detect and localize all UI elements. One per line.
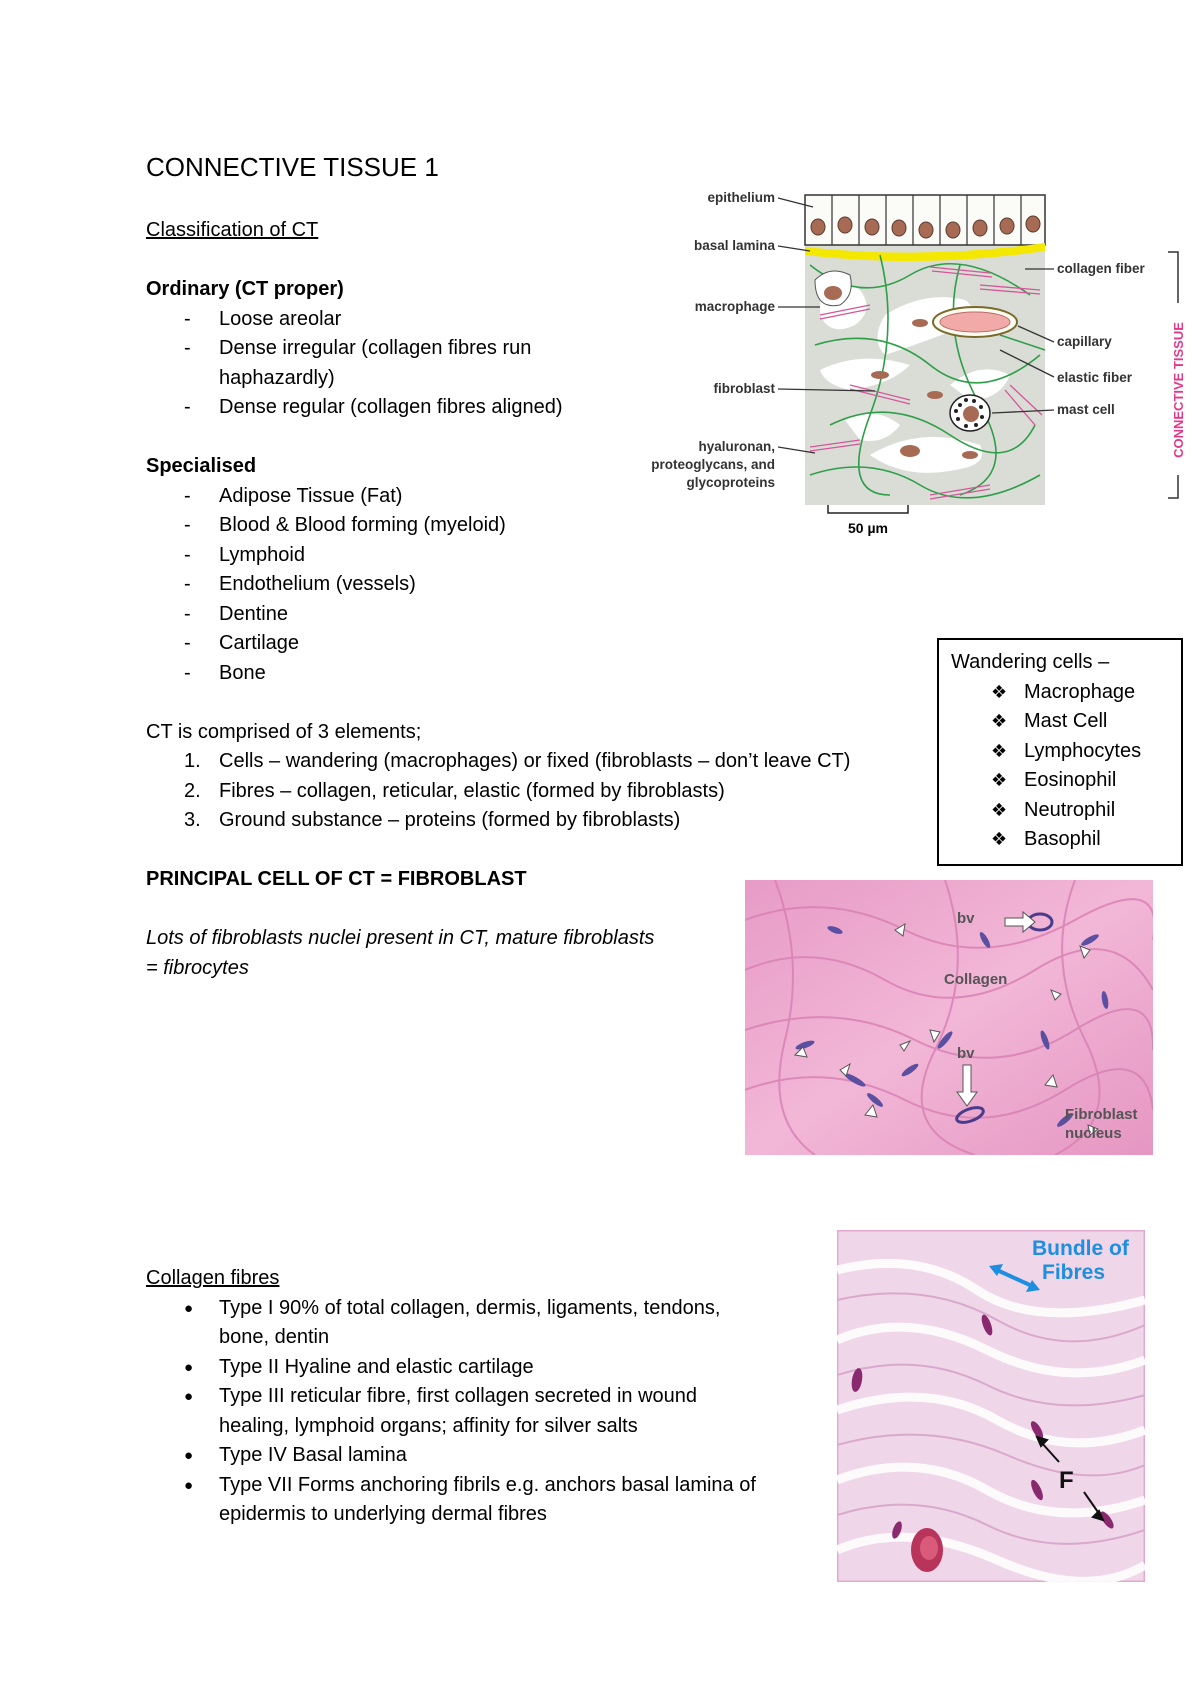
label-bv-top: bv	[957, 910, 975, 927]
macrophage-cell	[815, 271, 851, 306]
list-item: ❖ Lymphocytes	[951, 737, 1169, 767]
wandering-list	[951, 678, 1169, 855]
label-mast-cell: mast cell	[1057, 402, 1115, 417]
list-item: ● Type VII Forms anchoring fibrils e.g. anchors basal lamina of epidermis to underlying dermal fibres	[146, 1471, 756, 1530]
label-elastic-fiber: elastic fiber	[1057, 370, 1133, 385]
list-item: 2. Fibres – collagen, reticular, elastic (formed by fibroblasts)	[184, 779, 725, 802]
list-item: - Adipose Tissue (Fat)	[146, 482, 850, 512]
label-collagen-fiber: collagen fiber	[1057, 261, 1145, 276]
list-item: ❖ Basophil	[951, 825, 1169, 855]
list-item: - Lymphoid	[146, 541, 850, 571]
svg-text:50 µm: 50 µm	[848, 520, 888, 536]
label-fibroblast: fibroblast	[713, 381, 775, 396]
label-proteoglycans: proteoglycans, and	[651, 457, 775, 472]
list-item: 1. Cells – wandering (macrophages) or fixed (fibroblasts – don’t leave CT)	[184, 750, 851, 772]
principal-note-cont: = fibrocytes	[146, 956, 249, 979]
label-bv-bottom: bv	[957, 1045, 975, 1062]
svg-text:CONNECTIVE TISSUE: CONNECTIVE TISSUE	[1171, 322, 1186, 458]
capillary	[933, 307, 1017, 337]
list-item: - Loose areolar	[146, 305, 850, 335]
label-hyaluronan: hyaluronan,	[698, 439, 775, 454]
label-collagen: Collagen	[944, 971, 1008, 988]
principal-note: Lots of fibroblasts nuclei present in CT, mature fibroblasts	[146, 927, 655, 949]
mast-cell	[950, 395, 990, 431]
list-item: ❖ Macrophage	[951, 678, 1169, 708]
list-item: ❖ Neutrophil	[951, 796, 1169, 826]
scale-bar	[828, 505, 908, 536]
label-capillary: capillary	[1057, 334, 1112, 349]
list-item: - Dentine	[146, 600, 850, 630]
classification-heading: Classification of CT	[146, 219, 319, 241]
label-glycoproteins: glycoproteins	[686, 475, 775, 490]
label-f: F	[1059, 1467, 1074, 1494]
page-title: CONNECTIVE TISSUE 1	[146, 152, 439, 182]
collagen-section	[146, 1264, 756, 1530]
list-item: 3. Ground substance – proteins (formed by fibroblasts)	[184, 809, 681, 831]
list-item: - Dense regular (collagen fibres aligned)	[146, 393, 850, 423]
label-basal-lamina: basal lamina	[693, 238, 775, 253]
epithelium-cells	[805, 195, 1045, 245]
wandering-heading: Wandering cells –	[951, 651, 1110, 673]
histology-fibroblast-image	[745, 880, 1153, 1155]
list-item: ● Type I 90% of total collagen, dermis, ligaments, tendons, bone, dentin	[146, 1294, 756, 1353]
list-item-continuation: haphazardly)	[219, 366, 335, 389]
ordinary-heading: Ordinary (CT proper)	[146, 278, 344, 300]
list-item: - Bone	[146, 659, 850, 689]
list-item: ● Type II Hyaline and elastic cartilage	[146, 1353, 756, 1383]
label-macrophage: macrophage	[694, 299, 775, 314]
label-fibres: Fibres	[1042, 1261, 1106, 1284]
collagen-heading: Collagen fibres	[146, 1267, 280, 1289]
list-item: ❖ Eosinophil	[951, 766, 1169, 796]
label-bundle-of: Bundle of	[1032, 1237, 1129, 1260]
principal-heading: PRINCIPAL CELL OF CT = FIBROBLAST	[146, 868, 527, 890]
wandering-cells-box	[937, 638, 1183, 866]
list-item: - Dense irregular (collagen fibres run	[146, 334, 850, 364]
list-item: ❖ Mast Cell	[951, 707, 1169, 737]
elements-list	[146, 747, 850, 836]
label-fibroblast-nucleus-2: nucleus	[1065, 1125, 1122, 1142]
blood-cells	[911, 1528, 943, 1572]
connective-tissue-diagram	[630, 185, 1190, 545]
collagen-list	[146, 1294, 756, 1530]
label-fibroblast-nucleus-1: Fibroblast	[1065, 1106, 1138, 1123]
list-item: ● Type IV Basal lamina	[146, 1441, 756, 1471]
specialised-heading: Specialised	[146, 455, 257, 477]
connective-tissue-bracket	[1168, 252, 1186, 498]
list-item: - Cartilage	[146, 629, 850, 659]
histology-bundle-fibres-image	[837, 1230, 1145, 1582]
label-epithelium: epithelium	[707, 190, 775, 205]
list-item: - Blood & Blood forming (myeloid)	[146, 511, 850, 541]
list-item: ● Type III reticular fibre, first collagen secreted in wound healing, lymphoid organs; affinity for silver salts	[146, 1382, 756, 1441]
list-item: - Endothelium (vessels)	[146, 570, 850, 600]
elements-intro: CT is comprised of 3 elements;	[146, 720, 422, 743]
